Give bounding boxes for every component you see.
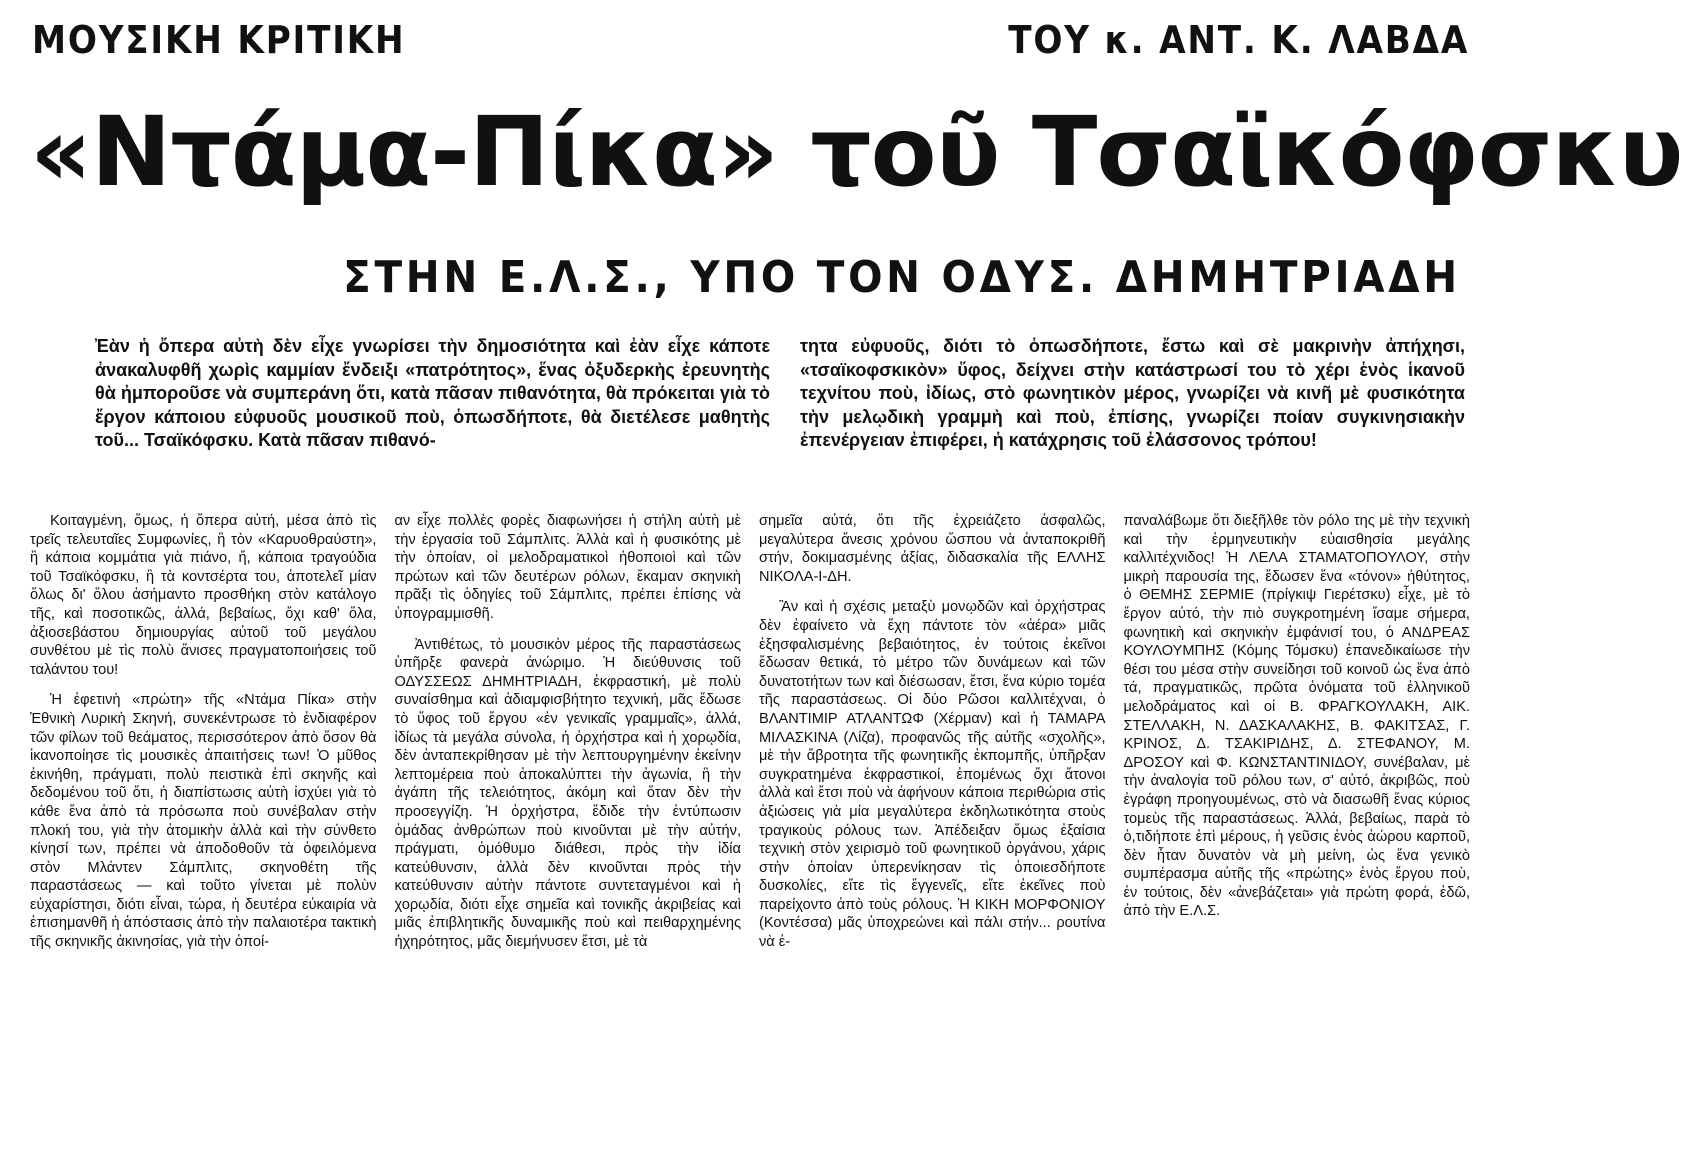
paragraph: Κοιταγμένη, ὅμως, ἡ ὄπερα αὐτή, μέσα ἀπὸ τὶς τρεῖς τελευταῖες Συμφωνίες, ἢ τὸν «Καρυοθραύστη», ἢ κάποια κομμάτια γιὰ πιάνο, ἤ, κάποια τραγούδια τοῦ Τσαϊκόφσκυ, ἢ τὰ κοντσέρτα του, ἀποτελεῖ μίαν ὅλως δι' ὅλου ἀσήμαντο προσθήκη στὸν κατάλογο τῆς, καὶ ποσοτικῶς, ἀλλά, βεβαίως, ὄχι καθ' ὅλα, ἀξιοσεβάστου δημιουργίας αὐτοῦ τοῦ μεγάλου συνθέτου μὲ τὶς πολὺ ἄνισες πραγματοποιήσεις τοῦ ταλάντου του! [30, 513, 377, 678]
author-byline: ΤΟΥ κ. ΑΝΤ. Κ. ΛΑΒΔΑ [1008, 18, 1469, 62]
kicker-left: ΜΟΥΣΙΚΗ ΚΡΙΤΙΚΗ [32, 18, 406, 62]
column-3 [759, 512, 1106, 1142]
column-4 [1124, 512, 1471, 1142]
headline: «Ντάμα-Πίκα» τοῦ Τσαϊκόφσκυ [30, 96, 1682, 208]
paragraph: παναλάβωμε ὅτι διεξῆλθε τὸν ρόλο της μὲ τὴν τεχνικὴ καὶ τὴν ἑρμηνευτικὴν εὐαισθησία μεγάλης καλλιτέχνιδος! Ἡ ΛΕΛΑ ΣΤΑΜΑΤΟΠΟΥΛΟΥ, στὴν μικρὴ παρουσία της, ἔδωσεν ἕνα «τόνον» ἠθύτητος, ὁ ΘΕΜΗΣ ΣΕΡΜΙΕ (πρίγκιψ Γιερέτσκυ) εἶχε, μὲ τὸ ἔργον αὐτό, τὴν πιὸ συγκροτημένη ἴσαμε σήμερα, φωνητικὴ καὶ σκηνικὴν ἐμφάνισί του, ὁ ΑΝΔΡΕΑΣ ΚΟΥΛΟΥΜΠΗΣ (Κόμης Τόμσκυ) ἐπανεδικαίωσε τὴν θέσι του μέσα στὴν συνείδησι τοῦ κοινοῦ ὡς ἕνα ἀπὸ τά, πραγματικῶς, πρῶτα ὀνόματα τοῦ ἑλληνικοῦ μελοδράματος καὶ οἱ Β. ΦΡΑΓΚΟΥΛΑΚΗ, ΑΙΚ. ΣΤΕΛΛΑΚΗ, Ν. ΔΑΣΚΑΛΑΚΗΣ, Β. ΦΑΚΙΤΣΑΣ, Γ. ΚΡΙΝΟΣ, Δ. ΤΣΑΚΙΡΙΔΗΣ, Δ. ΣΤΕΦΑΝΟΥ, Μ. ΔΡΟΣΟΥ καὶ Φ. ΚΩΝΣΤΑΝΤΙΝΙΔΟΥ, συνέβαλαν, μὲ τὴν ἀναλογία τοῦ ρόλου των, σ' αὐτό, ἀκριβῶς, ποὺ ἐγράφη προηγουμένως, στὸ νὰ διασωθῆ ἕνας κύριος τομεὺς τῆς παραστάσεως. Ἀλλά, βεβαίως, παρὰ τὸ ὁ,τιδήποτε ἐπὶ μέρους, ἡ γεῦσις ἑνὸς ἀώρου καρποῦ, δὲν ἦταν δυνατὸν νὰ μὴ μείνη, ὡς ἕνα γενικὸ συμπέρασμα αὐτῆς τῆς «πρώτης» ἑνὸς ἔργου ποὺ, ἐν τούτοις, δὲν «ἀνεβάζεται» γιὰ πρώτη φορά, ἐδῶ, ἀπὸ τὴν Ε.Λ.Σ. [1123, 513, 1470, 920]
intro-right: τητα εὐφυοῦς, διότι τὸ ὁπωσδήποτε, ἔστω καὶ σὲ μακρινὴν ἀπήχησι, «τσαϊκοφσκικὸν» ὕφος, δείχνει στὴν κατάστρωσί του τὸ χέρι ἑνὸς ἱκανοῦ τεχνίτου ποὺ, ἰδίως, στὸ φωνητικὸν μέρος, γνωρίζει νὰ κινῆ μὲ φυσικότητα τὴν μελῳδικὴ γραμμὴ καὶ ποὺ, ἐπίσης, γνωρίζει ποίαν συγκινησιακὴν ἐπενέργειαν ἐπιφέρει, ἡ κατάχρησις τοῦ ἐλάσσονος τρόπου! [800, 336, 1465, 451]
paragraph: Ἂν καὶ ἡ σχέσις μεταξὺ μονῳδῶν καὶ ὀρχήστρας δὲν ἐφαίνετο νὰ ἔχη πάντοτε τὸν «ἀέρα» μιᾶς ἐξησφαλισμένης βεβαιότητος, ἐν τούτοις ἐκεῖνοι ἔδωσαν θετικά, τὸ μέτρο τῶν δυνάμεων καὶ τῶν δυνατοτήτων των καὶ διέσωσαν, ἔτσι, ἕνα κύριο τομέα τῆς παραστάσεως. Οἱ δύο Ρῶσοι καλλιτέχναι, ὁ ΒΛΑΝΤΙΜΙΡ ΑΤΛΑΝΤΩΦ (Χέρμαν) καὶ ἡ ΤΑΜΑΡΑ ΜΙΛΑΣΚΙΝΑ (Λίζα), προφανῶς τῆς αὐτῆς «σχολῆς», μὲ τὴν ἄβροτητα τῆς φωνητικῆς ἐκπομπῆς, ὑπῆρξαν συγκρατημένα ἐκφραστικοί, ἐπομένως ὄχι ἄτονοι ἀλλὰ καὶ ἔτσι ποὺ νὰ ἀφήνουν κάποια περιθώρια στὶς ἀξιώσεις γιὰ μία μεγαλύτερα ἐκδηλωτικότητα στοὺς τραγικοὺς ρόλους των. Ἀπέδειξαν ὅμως ἐξαίσια τεχνικὴ στὸν χειρισμὸ τοῦ φωνητικοῦ ὀργάνου, χάρις στὴν ὁποίαν ὑπερενίκησαν τὶς ὁποιεσδήποτε δυσκολίες, εἴτε τὶς ἔγγενεῖς, εἴτε ἐκεῖνες ποὺ παρείχοντο ἀπὸ τοὺς ρόλους. Ἡ ΚΙΚΗ ΜΟΡΦΟΝΙΟΥ (Κοντέσσα) μᾶς ὑποχρεώνει καὶ πάλι στήν... ρουτίνα νὰ ἐ- [759, 599, 1106, 951]
column-2 [395, 512, 742, 1142]
paragraph: Ἡ ἐφετινὴ «πρώτη» τῆς «Ντάμα Πίκα» στὴν Ἐθνικὴ Λυρικὴ Σκηνή, συνεκέντρωσε τὸ ἐνδιαφέρον τῶν φίλων τοῦ θεάματος, περισσότερον ἀπὸ ὅσον θὰ ἱκανοποίησε τὶς μουσικὲς ἀπαιτήσεις των! Ὁ μῦθος ἐκινήθη, πράγματι, πολὺ πειστικὰ ἐπὶ σκηνῆς καὶ δεδομένου τοῦ ὅτι, ἡ διαπίστωσις αὐτὴ ἰσχύει γιὰ τὸ κάθε ἕνα ἀπὸ τὰ πρόσωπα ποὺ συνέβαλαν στὴν πλοκή του, γιὰ τὴν ἀτομικὴν ἀλλὰ καὶ τὴν σύνθετο κίνησί των, πρέπει νὰ ἀποδοθοῦν τὰ ὀφειλόμενα στὸν Μλάντεν Σάμπλιτς, σκηνοθέτη τῆς παραστάσεως — καὶ τοῦτο γίνεται μὲ πολὺν εὐχαρίστησι, διότι εἶναι, τώρα, ἡ δευτέρα εὐκαιρία νὰ ἐπισημανθῆ ἡ ἀπόστασις ἀπὸ τὴν παλαιοτέρα τακτικὴ τῆς σκηνικῆς ἀκινησίας, γιὰ τὴν ὁποί- [30, 692, 377, 951]
paragraph: Ἀντιθέτως, τὸ μουσικὸν μέρος τῆς παραστάσεως ὑπῆρξε φανερὰ ἀνώριμο. Ἡ διεύθυνσις τοῦ ΟΔΥΣΣΕΩΣ ΔΗΜΗΤΡΙΑΔΗ, ἐκφραστική, μὲ πολὺ συναίσθημα καὶ ἀδιαμφισβήτητο τεχνική, μᾶς ἔδωσε τὸ ὕφος τοῦ ἔργου «ἐν γενικαῖς γραμμαῖς», ἀλλά, ἰδίως τὰ μεγάλα σύνολα, ἡ ὀρχήστρα καὶ ἡ χορῳδία, δὲν ἀνταπεκρίθησαν μὲ τὴν λεπτουργημένην ἐκείνην λεπτομέρεια ποὺ ἀποκαλύπτει τὴν ἀγωνία, ἢ τὴν ἀγάπη τῆς τελειότητος, ἀκόμη καὶ ὅταν δὲν τὴν προσεγγίζη. Ἡ ὀρχήστρα, ἔδιδε τὴν ἐντύπωσιν ὁμάδας ἀνθρώπων ποὺ κινοῦνται μὲ τὴν αὐτήν, πράγματι, ὁμόθυμο διάθεσι, πρὸς τὴν ἰδία κατεύθυνσιν, ἀλλὰ δὲν κινοῦνται πρὸς τὴν κατεύθυνσιν αὐτὴν πάντοτε συντεταγμένοι καὶ ἡ χορῳδία, διότι εἶχε σημεῖα καὶ τονικῆς ἀκριβείας καὶ μιᾶς ἐπιβλητικῆς δυναμικῆς ποὺ καὶ πειθαρχημένης ἠχηρότητος, μᾶς διεμήνυσεν ἔτσι, μὲ τὰ [394, 636, 741, 951]
paragraph: αν εἶχε πολλὲς φορὲς διαφωνήσει ἡ στήλη αὐτὴ μὲ τὴν ἐργασία τοῦ Σάμπλιτς. Ἀλλὰ καὶ ἡ φυσικότης μὲ τὴν ὁποίαν, οἱ μελοδραματικοὶ ἠθοποιοὶ καὶ τῶν πρώτων καὶ τῶν δευτέρων ρόλων, ἔκαμαν σκηνικὴ πρᾶξι τὶς ὁδηγίες τοῦ Σάμπλιτς, πρέπει ἐπίσης νὰ ὑπογραμμισθῆ. [394, 513, 741, 622]
article-columns [30, 512, 1470, 1142]
column-1 [30, 512, 377, 1142]
subheadline: ΣΤΗΝ Ε.Λ.Σ., ΥΠΟ ΤΟΝ ΟΔΥΣ. ΔΗΜΗΤΡΙΑΔΗ [343, 252, 1461, 303]
intro-left: Ἐὰν ἡ ὄπερα αὐτὴ δὲν εἶχε γνωρίσει τὴν δημοσιότητα καὶ ἐὰν εἶχε κάποτε ἀνακαλυφθῆ χωρὶς καμμίαν ἔνδειξι «πατρότητος», ἕνας ὀξυδερκὴς ἐρευνητὴς θὰ ἠμποροῦσε νὰ συμπεράνη ὅτι, κατὰ πᾶσαν πιθανότητα, θὰ πρόκειται γιὰ τὸ ἔργον κάποιου εὐφυοῦς μουσικοῦ ποὺ, ὁπωσδήποτε, θὰ διετέλεσε μαθητὴς τοῦ... Τσαϊκόφσκυ. Κατὰ πᾶσαν πιθανό- [95, 336, 770, 451]
paragraph: σημεῖα αὐτά, ὅτι τῆς ἐχρειάζετο ἀσφαλῶς, μεγαλύτερα ἄνεσις χρόνου ὥσπου νὰ ἀνταποκριθῆ στήν, δοκιμασμένης ἀξίας, διδασκαλία τῆς ΕΛΛΗΣ ΝΙΚΟΛΑ-Ι-ΔΗ. [759, 513, 1106, 585]
